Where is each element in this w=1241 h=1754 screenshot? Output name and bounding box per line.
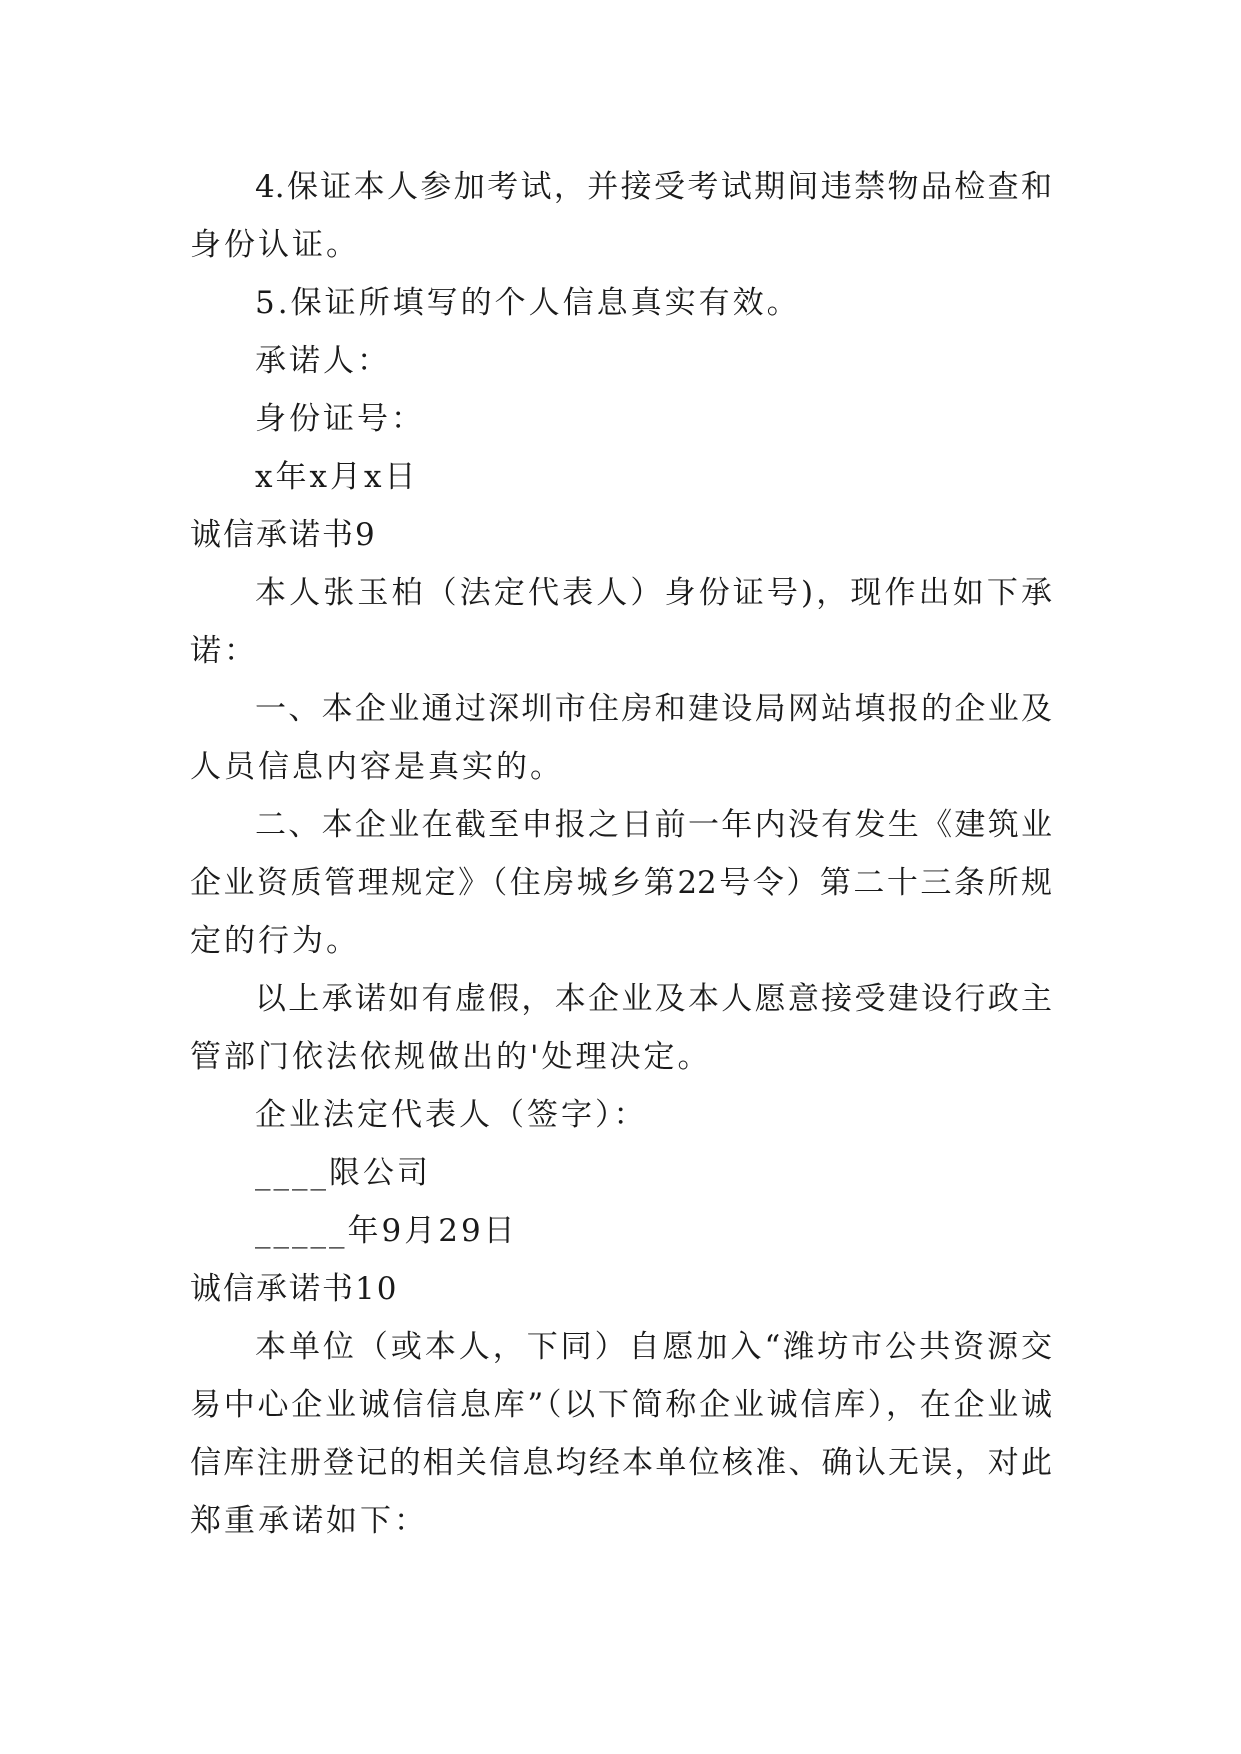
paragraph-line: 人员信息内容是真实的。 — [190, 749, 564, 785]
paragraph-line: 以上承诺如有虚假，本企业及本人愿意接受建设行政主 — [255, 981, 1052, 1017]
company-line: ____限公司 — [255, 1155, 431, 1191]
paragraph-line: 郑重承诺如下： — [190, 1503, 428, 1539]
section-heading: 诚信承诺书9 — [190, 517, 377, 553]
paragraph-line: 易中心企业诚信信息库”（以下简称企业诚信库），在企业诚 — [190, 1387, 1052, 1423]
paragraph-line: 信库注册登记的相关信息均经本单位核准、确认无误，对此 — [190, 1445, 1052, 1481]
paragraph-line: 身份认证。 — [190, 227, 360, 263]
paragraph-line: 企业资质管理规定》（住房城乡第22号令）第二十三条所规 — [190, 865, 1052, 901]
paragraph-line: 4.保证本人参加考试，并接受考试期间违禁物品检查和 — [255, 169, 1052, 205]
date-line: _____年9月29日 — [255, 1213, 518, 1249]
date-line: x年x月x日 — [255, 459, 419, 495]
paragraph-line: 5.保证所填写的个人信息真实有效。 — [255, 285, 801, 321]
signature-label: 企业法定代表人（签字）： — [255, 1097, 648, 1133]
paragraph-line: 定的行为。 — [190, 923, 360, 959]
paragraph-line: 诺： — [190, 633, 258, 669]
section-heading: 诚信承诺书10 — [190, 1271, 399, 1307]
paragraph-line: 本单位（或本人，下同）自愿加入“潍坊市公共资源交 — [255, 1329, 1052, 1365]
promisor-label: 承诺人： — [255, 343, 391, 379]
paragraph-line: 本人张玉柏（法定代表人）身份证号)，现作出如下承 — [255, 575, 1052, 611]
document-page — [190, 158, 1052, 1550]
paragraph-line: 二、本企业在截至申报之日前一年内没有发生《建筑业 — [255, 807, 1052, 843]
paragraph-line: 一、本企业通过深圳市住房和建设局网站填报的企业及 — [255, 691, 1052, 727]
id-number-label: 身份证号： — [255, 401, 425, 437]
paragraph-line: 管部门依法依规做出的'处理决定。 — [190, 1039, 712, 1075]
